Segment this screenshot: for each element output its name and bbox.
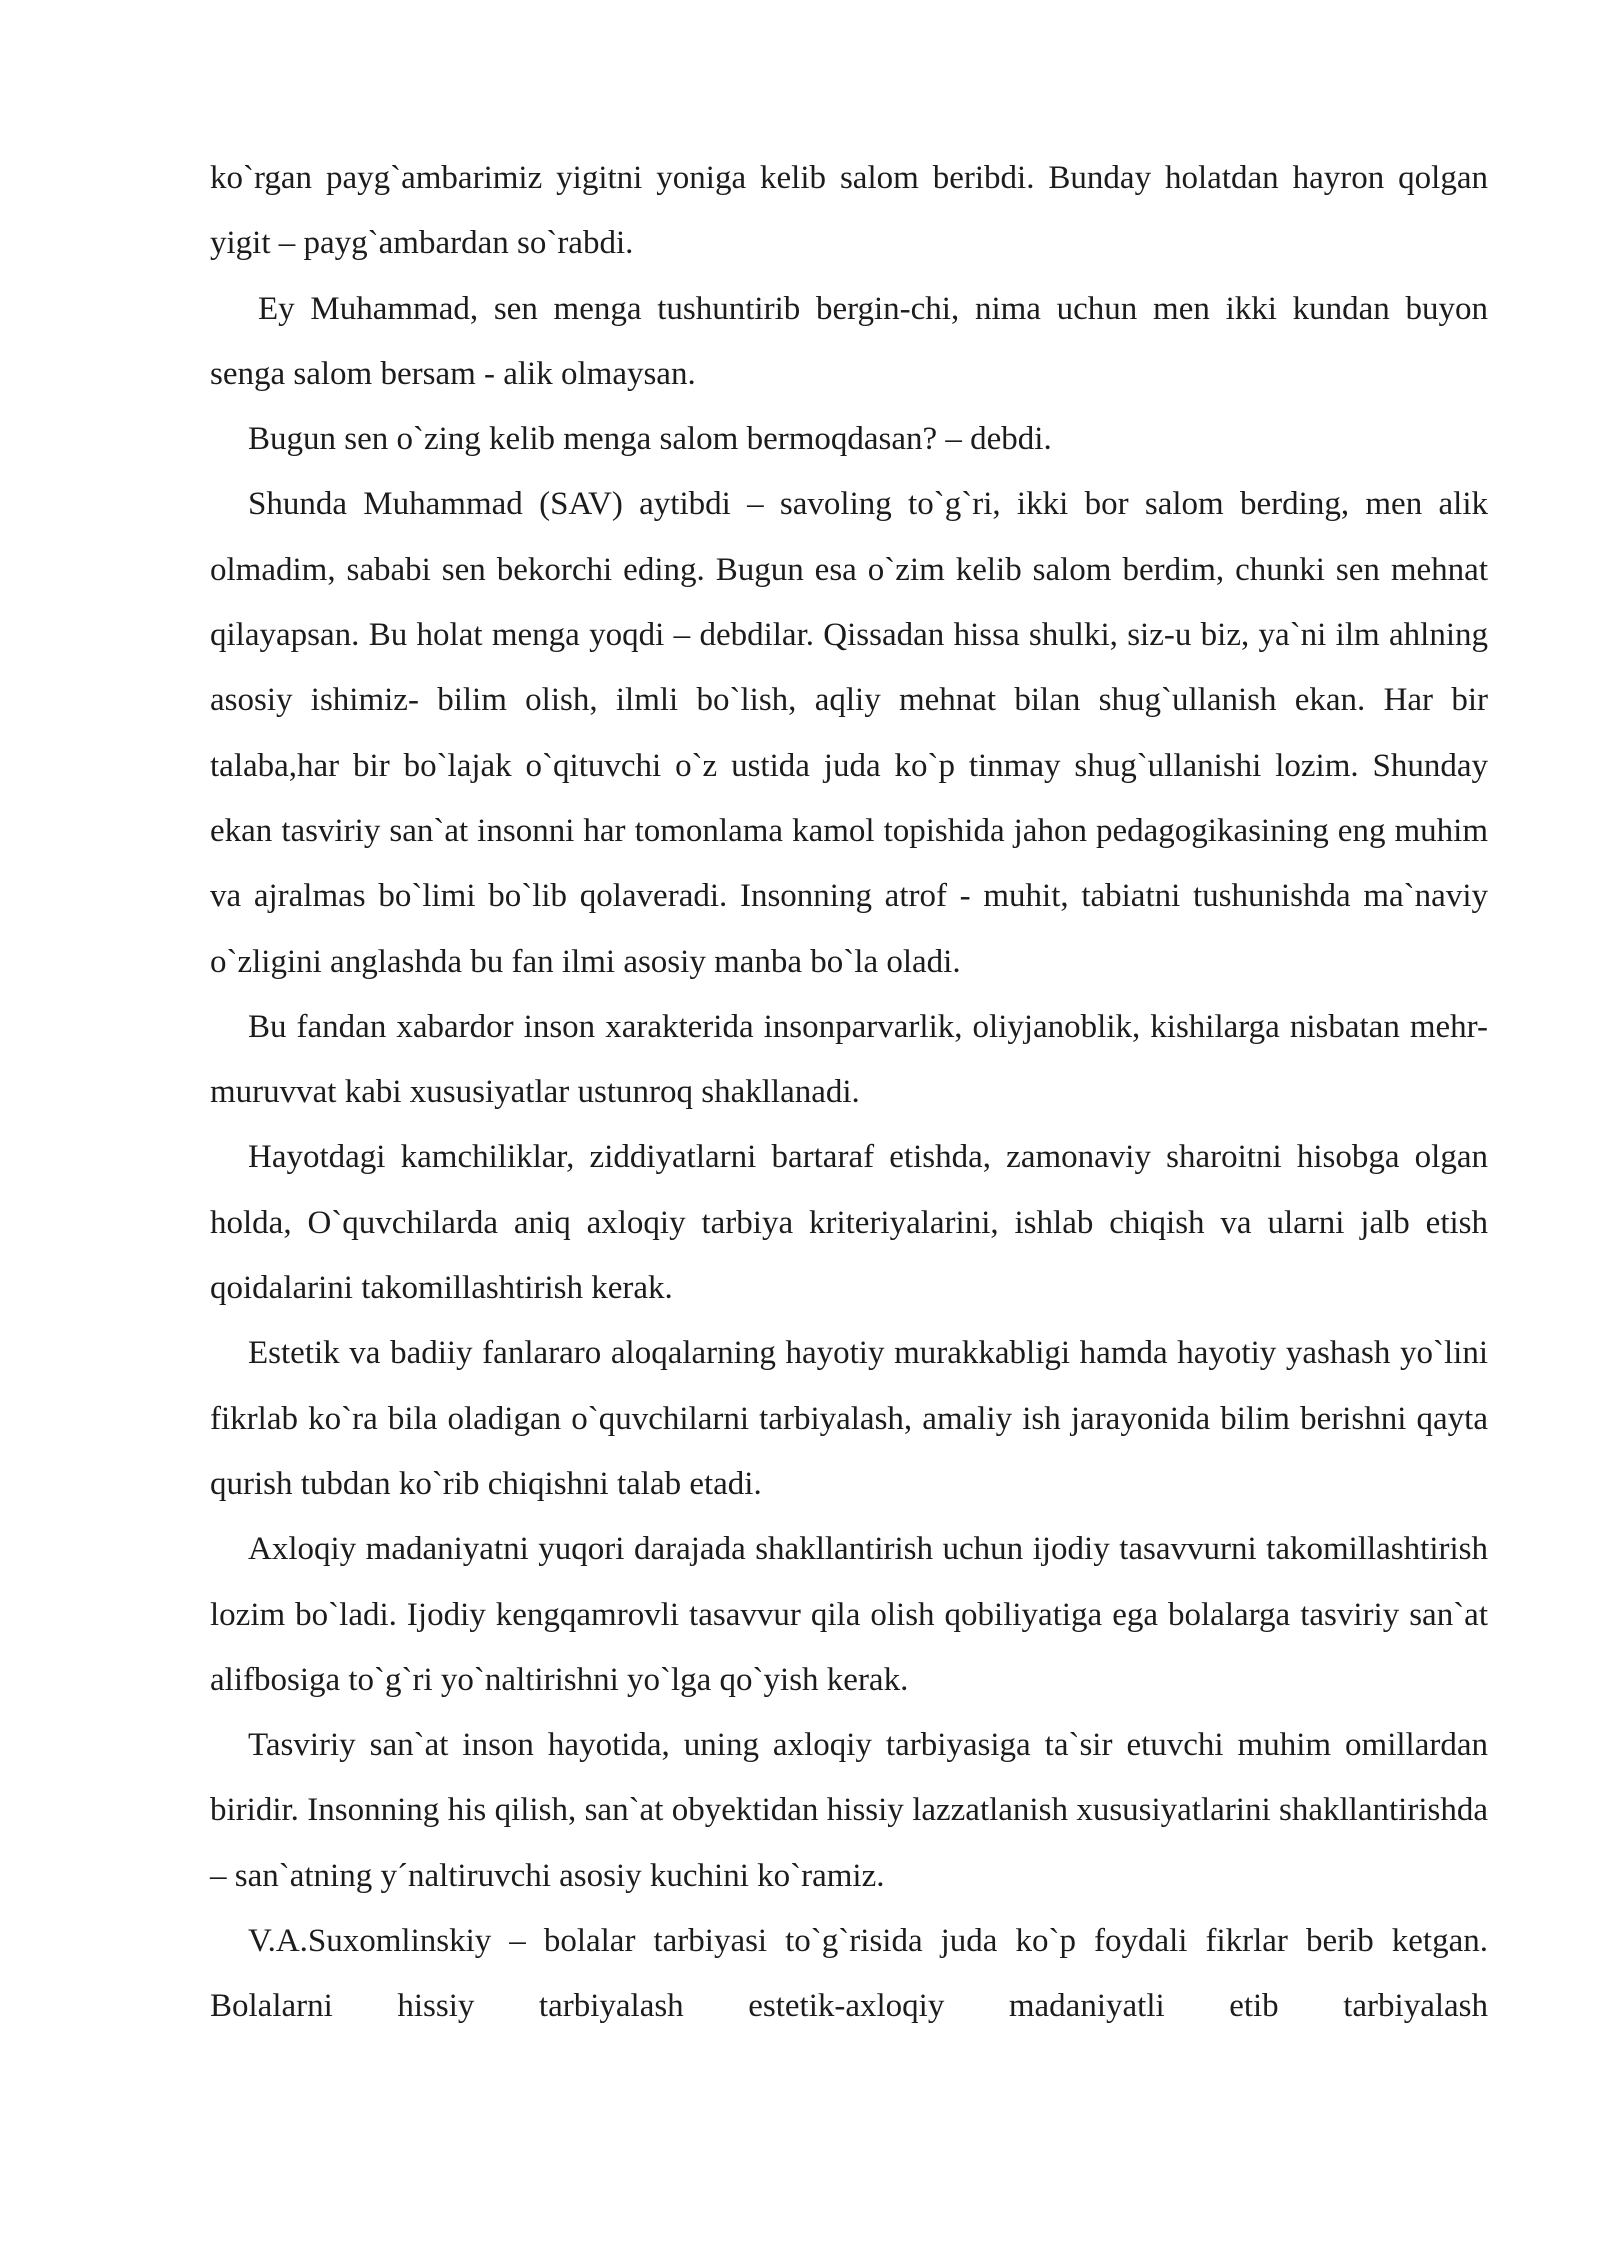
paragraph-4: Shunda Muhammad (SAV) aytibdi – savoling to`g`ri, ikki bor salom berding, men alik olmadim, sababi sen bekorchi eding. Bugun esa o`zim kelib salom berdim, chunki sen mehnat qilayapsan. Bu holat menga yoqdi – debdilar. Qissadan hissa shulki, siz-u biz, ya`ni ilm ahlning asosiy ishimiz- bilim olish, ilmli bo`lish, aqliy mehnat bilan shug`ullanish ekan. Har bir talaba,har bir bo`lajak o`qituvchi o`z ustida juda ko`p tinmay shug`ullanishi lozim. Shunday ekan tasviriy san`at insonni har tomonlama kamol topishida jahon pedagogikasining eng muhim va ajralmas bo`limi bo`lib qolaveradi. Insonning atrof - muhit, tabiatni tushunishda ma`naviy o`zligini anglashda bu fan ilmi asosiy manba bo`la oladi. — [210, 486, 1488, 980]
paragraph-9: Tasviriy san`at inson hayotida, uning axloqiy tarbiyasiga ta`sir etuvchi muhim omillardan biridir. Insonning his qilish, san`at obyektidan hissiy lazzatlanish xususiyatlarini shakllantirishda – san`atning y´naltiruvchi asosiy kuchini ko`ramiz. — [210, 1727, 1488, 1894]
paragraph-5: Bu fandan xabardor inson xarakterida insonparvarlik, oliyjanoblik, kishilarga nisbatan mehr-muruvvat kabi xususiyatlar ustunroq shakllanadi. — [210, 1008, 1488, 1111]
paragraph-8: Axloqiy madaniyatni yuqori darajada shakllantirish uchun ijodiy tasavvurni takomillashtirish lozim bo`ladi. Ijodiy kengqamrovli tasavvur qila olish qobiliyatiga ega bolalarga tasviriy san`at alifbosiga to`g`ri yo`naltirishni yo`lga qo`yish kerak. — [210, 1531, 1488, 1698]
paragraph-2: Ey Muhammad, sen menga tushuntirib bergin-chi, nima uchun men ikki kundan buyon senga salom bersam - alik olmaysan. — [210, 290, 1488, 392]
paragraph-1: ko`rgan payg`ambarimiz yigitni yoniga kelib salom beribdi. Bunday holatdan hayron qolgan yigit – payg`ambardan so`rabdi. — [210, 160, 1488, 262]
paragraph-7: Estetik va badiiy fanlararo aloqalarning hayotiy murakkabligi hamda hayotiy yashash yo`lini fikrlab ko`ra bila oladigan o`quvchilarni tarbiyalash, amaliy ish jarayonida bilim berishni qayta qurish tubdan ko`rib chiqishni talab etadi. — [210, 1335, 1488, 1502]
paragraph-6: Hayotdagi kamchiliklar, ziddiyatlarni bartaraf etishda, zamonaviy sharoitni hisobga olgan holda, O`quvchilarda aniq axloqiy tarbiya kriteriyalarini, ishlab chiqish va ularni jalb etish qoidalarini takomillashtirish kerak. — [210, 1139, 1488, 1307]
document-page — [210, 146, 1488, 2040]
paragraph-10: V.A.Suxomlinskiy – bolalar tarbiyasi to`g`risida juda ko`p foydali fikrlar berib ketgan. Bolalarni hissiy tarbiyalash estetik-axloqiy madaniyatli etib tarbiyalash — [210, 1923, 1488, 2025]
paragraph-3: Bugun sen o`zing kelib menga salom bermoqdasan? – debdi. — [248, 421, 1052, 458]
